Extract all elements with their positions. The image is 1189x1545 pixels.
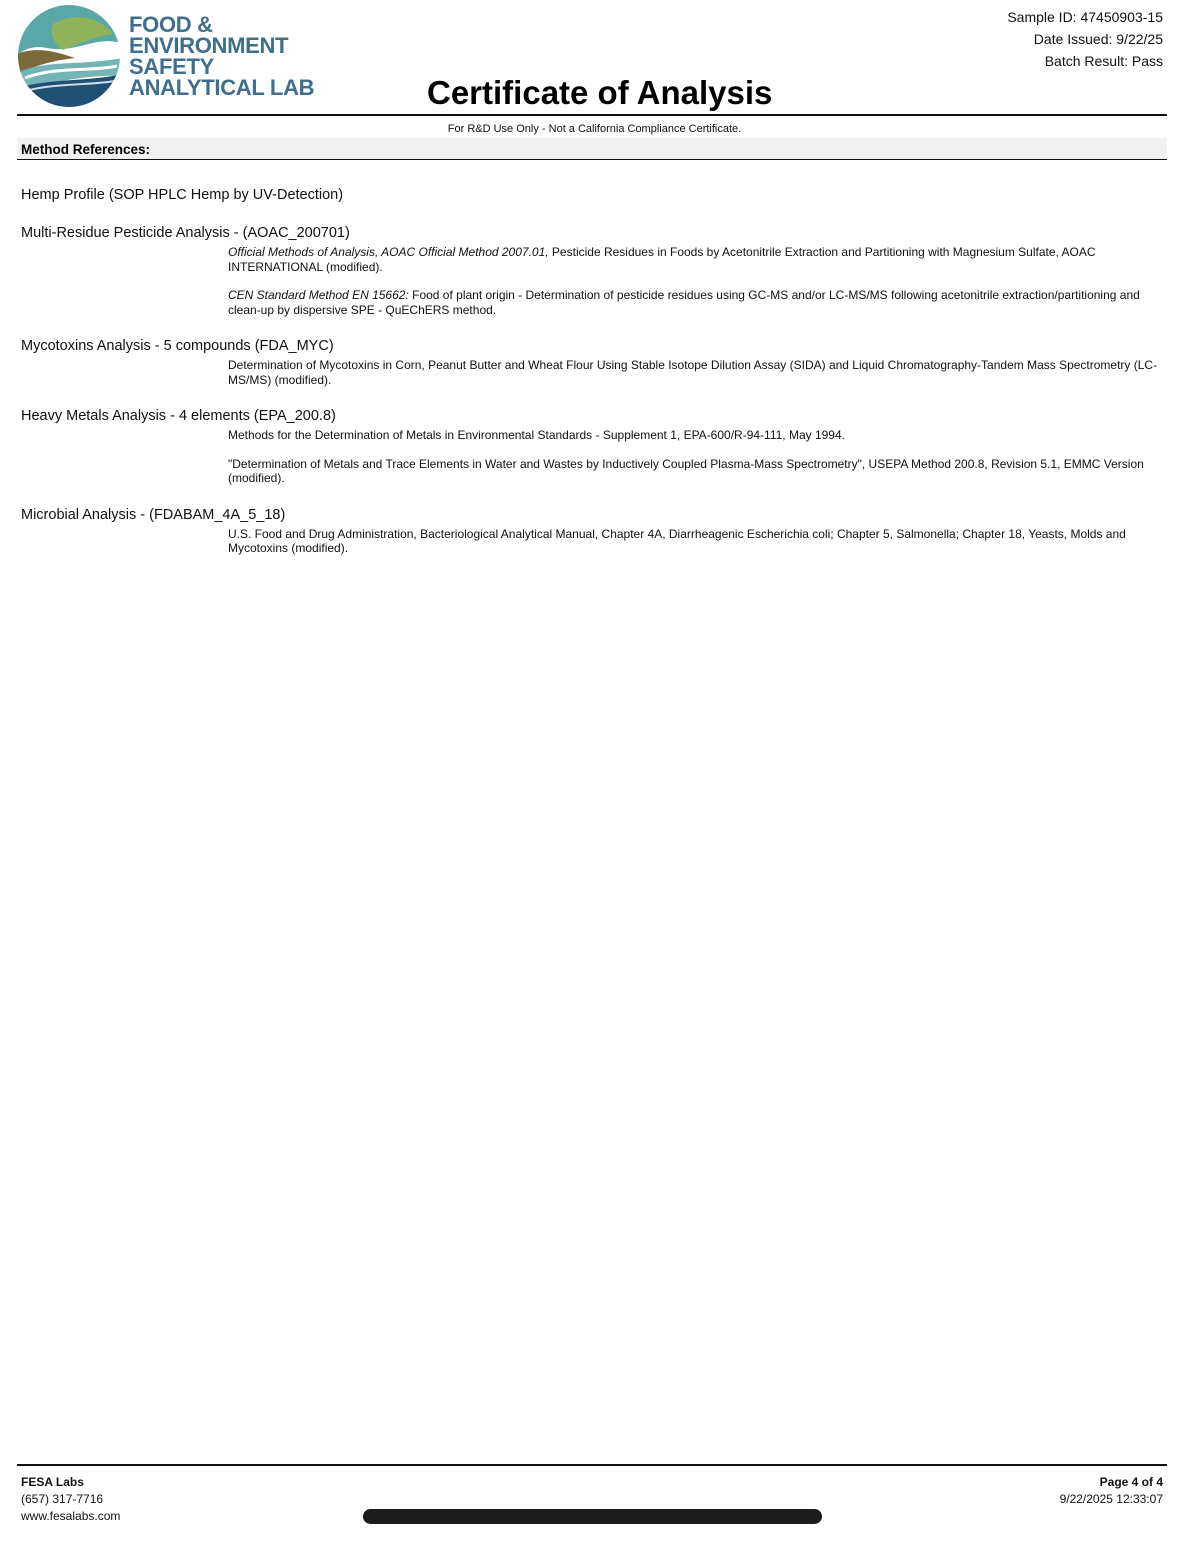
footer-org: FESA Labs	[21, 1475, 84, 1489]
reference-source: CEN Standard Method EN 15662:	[228, 288, 409, 302]
reference-text: "Determination of Metals and Trace Elements in Water and Wastes by Inductively Coupled Plasma-Mass Spectrometry", USEPA Method 200.8, Revision 5.1, EMMC Version (modified).	[228, 456, 1144, 485]
method-reference	[228, 527, 1163, 556]
footer-phone: (657) 317-7716	[21, 1492, 104, 1506]
reference-text: Food of plant origin - Determination of pesticide residues using GC-MS and/or LC-MS/MS following acetonitrile extraction/partitioning and clean-up by dispersive SPE - QuEChERS method.	[228, 288, 1140, 317]
header-divider	[17, 114, 1167, 116]
method-references	[228, 245, 1163, 317]
method-title: Multi-Residue Pesticide Analysis - (AOAC_200701)	[21, 225, 350, 241]
method-title: Heavy Metals Analysis - 4 elements (EPA_200.8)	[21, 408, 336, 424]
method-references	[228, 428, 1163, 486]
method-title: Hemp Profile (SOP HPLC Hemp by UV-Detection)	[21, 187, 344, 203]
date-issued: Date Issued: 9/22/25	[1033, 31, 1163, 47]
method-block	[21, 407, 1163, 486]
home-indicator-bar[interactable]	[363, 1509, 822, 1524]
reference-text: Methods for the Determination of Metals in Environmental Standards - Supplement 1, EPA-600/R-94-111, May 1994.	[228, 428, 845, 442]
method-reference	[228, 288, 1163, 317]
logo-line: FOOD &	[129, 12, 213, 37]
method-reference	[228, 457, 1163, 486]
sample-id: Sample ID: 47450903-15	[1007, 9, 1163, 25]
footer-website[interactable]: www.fesalabs.com	[21, 1509, 121, 1523]
method-reference	[228, 428, 1163, 443]
sample-meta	[1007, 6, 1163, 72]
method-block	[21, 224, 1163, 317]
footer-divider	[17, 1464, 1167, 1466]
logo-line: SAFETY	[129, 54, 214, 79]
method-references	[228, 527, 1163, 556]
reference-text: U.S. Food and Drug Administration, Bacteriological Analytical Manual, Chapter 4A, Diarrheagenic Escherichia coli; Chapter 5, Salmonella; Chapter 18, Yeasts, Molds and Mycotoxins (modified).	[228, 526, 1126, 555]
method-title: Microbial Analysis - (FDABAM_4A_5_18)	[21, 506, 286, 523]
reference-text: Pesticide Residues in Foods by Acetonitrile Extraction and Partitioning with Magnesium Sulfate, AOAC INTERNATIONAL (modified).	[228, 245, 1096, 274]
method-block	[21, 186, 1163, 204]
footer-contact	[21, 1474, 120, 1525]
logo-line: ENVIRONMENT	[129, 33, 289, 58]
document-title: Certificate of Analysis	[427, 74, 773, 111]
method-block	[21, 506, 1163, 556]
section-divider	[17, 159, 1167, 160]
method-reference	[228, 358, 1163, 387]
footer-timestamp: 9/22/2025 12:33:07	[1059, 1492, 1163, 1506]
section-heading: Method References:	[21, 142, 151, 157]
disclaimer: For R&D Use Only - Not a California Compliance Certificate.	[447, 123, 742, 135]
page-header	[17, 0, 1167, 116]
page-number: Page 4 of 4	[1099, 1475, 1163, 1489]
method-title: Mycotoxins Analysis - 5 compounds (FDA_MYC)	[21, 338, 334, 354]
logo-wordmark	[129, 14, 314, 98]
logo-line: ANALYTICAL LAB	[129, 75, 315, 100]
fesa-logo-emblem	[17, 4, 123, 110]
footer-page-info	[1060, 1474, 1163, 1508]
method-list	[21, 186, 1163, 576]
batch-result: Batch Result: Pass	[1044, 53, 1163, 69]
fesa-logo	[17, 4, 317, 110]
reference-text: Determination of Mycotoxins in Corn, Peanut Butter and Wheat Flour Using Stable Isotope Dilution Assay (SIDA) and Liquid Chromatography-Tandem Mass Spectrometry (LC-MS/MS) (modified).	[228, 358, 1158, 387]
method-references	[228, 358, 1163, 387]
method-block	[21, 337, 1163, 387]
reference-source: Official Methods of Analysis, AOAC Official Method 2007.01,	[228, 245, 549, 259]
method-reference	[228, 245, 1163, 274]
method-references-bar	[17, 138, 1167, 160]
